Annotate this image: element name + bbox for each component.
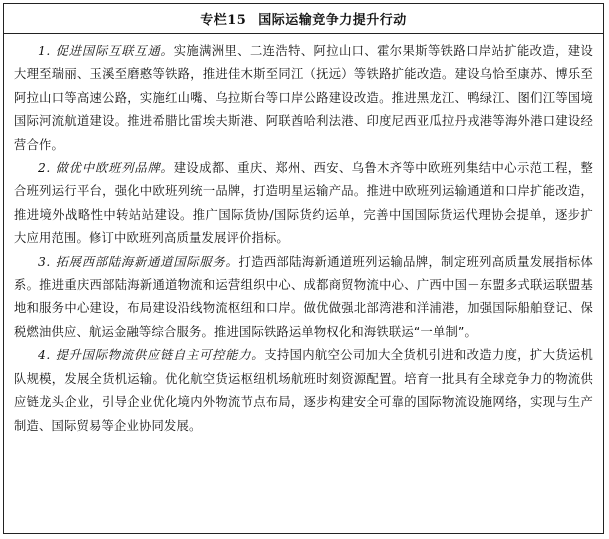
paragraph-4 (14, 344, 593, 438)
box-title-bar (4, 4, 603, 34)
paragraph-text: 实施满洲里、二连浩特、阿拉山口、霍尔果斯等铁路口岸站扩能改造，建设大理至瑞丽、玉溪至磨憨等铁路，推进佳木斯至同江（抚远）等铁路扩能改造。建设乌恰至康苏、博乐至阿拉山口等高速公路，实施红山嘴、乌拉斯台等口岸公路建设改造。推进黑龙江、鸭绿江、图们江等国境国际河流航道建设。推进希腊比雷埃夫斯港、阿联酋哈利法港、印度尼西亚瓜拉丹戎港等海外港口建设经营合作。 (14, 44, 594, 152)
paragraph-heading: 2. 做优中欧班列品牌。 (38, 161, 174, 176)
paragraph-3 (14, 251, 593, 345)
paragraph-heading: 4. 提升国际物流供应链自主可控能力。 (38, 348, 265, 363)
paragraph-heading: 3. 拓展西部陆海新通道国际服务。 (38, 254, 239, 269)
feature-box (3, 3, 604, 534)
paragraph-1 (14, 40, 593, 157)
box-title: 国际运输竞争力提升行动 (258, 13, 407, 28)
paragraph-heading: 1. 促进国际互联互通。 (38, 44, 174, 58)
box-label: 专栏15 (200, 13, 247, 28)
paragraph-2 (14, 157, 593, 251)
box-body (4, 34, 603, 438)
paragraph-text: 打造西部陆海新通道班列运输品牌，制定班列高质量发展指标体系。推进重庆西部陆海新通道物流和运营组织中心、成都商贸物流中心、广西中国－东盟多式联运联盟基地和服务中心建设，布局建设沿线物流枢纽和口岸。做优做强北部湾港和洋浦港，加强国际船舶登记、保税燃油供应、航运金融等综合服务。推进国际铁路运单物权化和海铁联运“一单制”。 (14, 254, 593, 339)
paragraph-text: 建设成都、重庆、郑州、西安、乌鲁木齐等中欧班列集结中心示范工程，整合班列运行平台，强化中欧班列统一品牌，打造明星运输产品。推进中欧班列运输通道和口岸扩能改造，推进境外战略性中转站站建设。推广国际货协/国际货约运单，完善中国国际货运代理协会提单，逐步扩大应用范围。修订中欧班列高质量发展评价指标。 (14, 161, 594, 246)
paragraph-text: 支持国内航空公司加大全货机引进和改造力度，扩大货运机队规模，发展全货机运输。优化航空货运枢纽机场航班时刻资源配置。培育一批具有全球竞争力的物流供应链龙头企业，引导企业优化境内外物流节点布局，逐步构建安全可靠的国际物流设施网络，实现与生产制造、国际贸易等企业协同发展。 (14, 348, 594, 433)
